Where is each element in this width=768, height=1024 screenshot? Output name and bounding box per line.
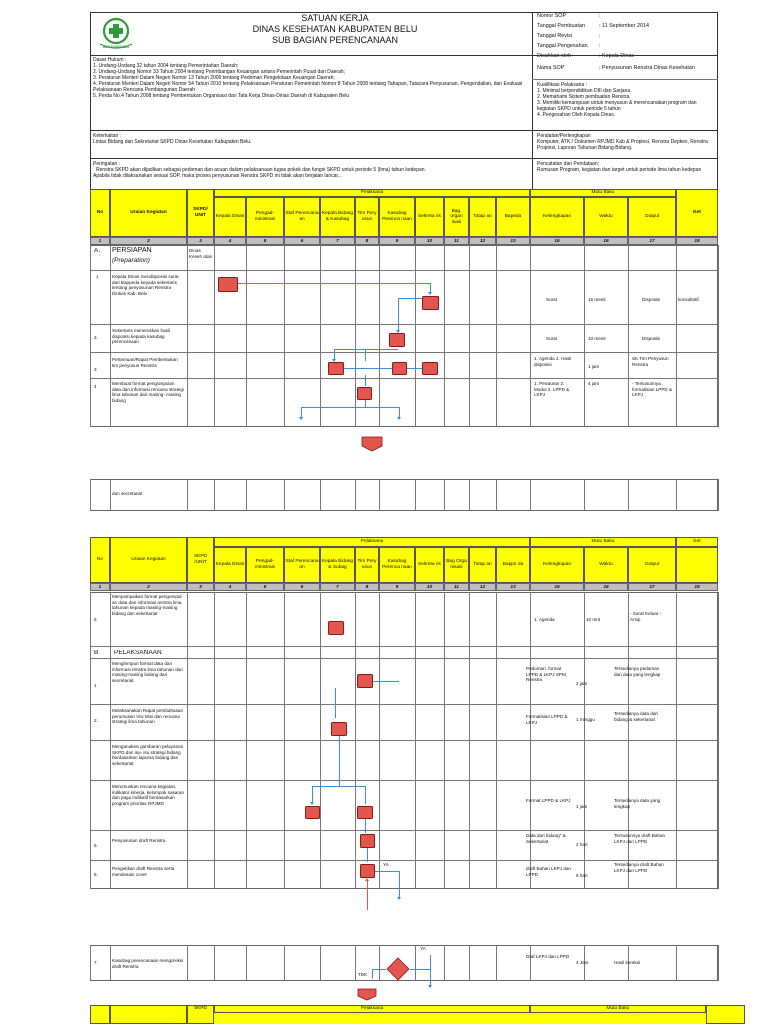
row2-waktu: 10 menit xyxy=(588,336,606,341)
meta-row: Tanggal Pembuatan : 11 September 2014 xyxy=(537,23,649,29)
col-staf: Staf Perencana an xyxy=(284,197,320,237)
row4-no: 4 xyxy=(94,384,97,389)
t2-rowb2-waktu: 1 minggu xyxy=(576,717,595,722)
column-number: 9 xyxy=(379,237,415,245)
process-box xyxy=(357,674,373,688)
column-number: 12 xyxy=(469,583,496,591)
section-a-skpd: Dinas Keseh atan xyxy=(189,248,213,259)
col-skpd: SKPD/ UNIT xyxy=(187,189,214,237)
section-a-sub: (Preparation) xyxy=(112,257,150,264)
col-kepala-dinas: Kepala Dinas xyxy=(214,547,246,583)
column-number: 4 xyxy=(214,237,246,245)
column-number: 13 xyxy=(496,237,530,245)
t2-rowb4-uraian: Merumuskan rencana kegiatan, indikator kinerja, kelompok sasaran dan pagu indikatif berdasarkan program prioritas RPJMD xyxy=(112,784,184,806)
section-a-title: PERSIAPAN xyxy=(112,247,152,254)
col-staf: Staf Perencana an xyxy=(284,547,320,583)
t2-row6-output: - Surat Keluar - Arsip xyxy=(630,611,662,622)
t2-rowb6-waktu: 6 hari xyxy=(576,873,588,878)
logo-text: BAKTI HUSADA xyxy=(103,45,129,49)
process-box xyxy=(305,806,320,819)
column-number: 7 xyxy=(320,583,355,591)
t2-rowb6-no: 6. xyxy=(94,872,98,877)
process-box xyxy=(422,296,439,310)
offpage-connector xyxy=(357,988,377,1001)
t2-rowb2-uraian: Melaksanakan Rapat pembahasan perumusan Visi Misi dan rencana strategi lima tahunan xyxy=(112,708,183,725)
t2-rowb5-waktu: 2 hari xyxy=(576,842,588,847)
row3-output: SK Tim Penyusun Renstra xyxy=(632,356,669,367)
meta-row: Nomor SOP : xyxy=(537,13,601,19)
col-kabid: Kepala Bidang & Kasubag xyxy=(320,197,355,237)
process-box xyxy=(392,362,407,375)
t2-rowb6-kelengkapan: draft Bahan LKPJ dan LPPD xyxy=(526,866,571,877)
col-mutu: Mutu Baku xyxy=(530,537,676,547)
row1-no: 1 xyxy=(96,274,99,279)
section-b-title: PELAKSANAAN xyxy=(114,650,162,656)
section-a-no: A. xyxy=(94,248,101,254)
col-sekretaris: Sekreta ris xyxy=(415,197,444,237)
column-number: 17 xyxy=(628,583,676,591)
column-number: 6 xyxy=(284,583,320,591)
column-number: 10 xyxy=(415,583,444,591)
process-box xyxy=(331,722,347,736)
column-number: 13 xyxy=(496,583,530,591)
sop-meta xyxy=(537,13,717,77)
t2-rowb6-output: Tersedianya draft Bahan LKPJ dan LPPD xyxy=(614,862,664,873)
col-bapeda: Bappe da xyxy=(496,547,530,583)
t2-rowb1-no: 1 xyxy=(94,683,97,688)
ya-label-2: YA xyxy=(420,946,426,951)
row4-output: - Tersusunnya formatisian LPPD & LKPJ xyxy=(632,381,673,398)
row7-waktu: 4 Jam xyxy=(576,960,589,965)
process-box xyxy=(360,864,375,878)
row3-kelengkapan: 1. Agenda 2. Hasil disposisi xyxy=(534,356,572,367)
col-kasubag: Kasubag Perenca naan xyxy=(379,197,415,237)
process-box xyxy=(328,362,344,375)
row2-kelengkapan: Surat xyxy=(546,336,557,341)
col-ket: Ket xyxy=(676,537,718,547)
col-kasubag: Kasubag Perenca naan xyxy=(379,547,415,583)
col-no: No xyxy=(90,189,110,237)
section-b-no: B xyxy=(94,650,99,656)
column-number: 5 xyxy=(246,583,284,591)
col-organisasi: Bag. organ isasi xyxy=(444,197,469,237)
column-number: 10 xyxy=(415,237,444,245)
col-pelaksana: Pelaksana xyxy=(214,189,530,197)
process-box xyxy=(328,621,344,635)
column-number: 16 xyxy=(584,583,628,591)
col-ket: Ket xyxy=(676,189,718,237)
process-box xyxy=(357,806,373,819)
col-mutu: Mutu Baku xyxy=(530,1005,706,1013)
continued-row xyxy=(90,479,718,511)
row2-output: Disposisi xyxy=(642,336,661,341)
row1-uraian: Kepala Dinas mendisposisi surat dari Bappeda kepada sekertaris tentang penyusunan Renstra Dinkes Kab. Belu xyxy=(112,274,179,296)
col-output: Output xyxy=(628,197,676,237)
column-number: 2 xyxy=(110,583,187,591)
col-no: No xyxy=(90,537,110,583)
tdk-label: TDK xyxy=(358,972,368,977)
column-number: 18 xyxy=(676,583,718,591)
row4-uraian: Membuat format pengumpulan data dan informasi rencana strategi lima tahunan dari masing- masing bidang xyxy=(112,381,184,403)
column-number: 8 xyxy=(355,583,379,591)
column-number: 5 xyxy=(246,237,284,245)
col-sekretaris: Sekreta ris xyxy=(415,547,444,583)
title-satuan-kerja: SATUAN KERJA xyxy=(301,13,369,23)
column-number: 1 xyxy=(90,583,110,591)
col-kelengkapan: Kelengkapan xyxy=(530,197,584,237)
decision-diamond xyxy=(386,957,410,981)
row7-no: 7. xyxy=(94,960,98,965)
logo xyxy=(92,14,140,54)
t2-rowb5-output: Tersusunnya draft Bahan LKPJ dan LPPD xyxy=(614,833,666,844)
offpage-connector xyxy=(361,436,383,452)
column-number: 16 xyxy=(530,583,584,591)
column-number: 6 xyxy=(284,237,320,245)
t2-rowb3-uraian: Menganalisis gambaran pelayanan SKPD dan isu- isu strategi bidang berdasarkan laporan bidang dan sekertariat xyxy=(112,744,184,766)
col-output: Output xyxy=(628,547,676,583)
meta-row: Tanggal Pengesahan : xyxy=(537,43,601,49)
t2-row6-no: 6 xyxy=(94,617,97,622)
meta-row: Nama SOP : Penyusunan Renstra Dinas Kesehatan xyxy=(537,65,695,71)
col-mutu: Mutu Baku xyxy=(530,189,676,197)
column-number: 16 xyxy=(530,237,584,245)
process-box xyxy=(218,277,238,292)
col-tim: Tim Pery usun xyxy=(355,197,379,237)
t2-rowb2-kelengkapan: Formatisian LPPD & LKPJ xyxy=(526,714,568,725)
column-number: 9 xyxy=(379,583,415,591)
col-kabid: Kepala Bidang & Subag xyxy=(320,547,355,583)
col-waktu: Waktu xyxy=(584,547,628,583)
title-subbagian: SUB BAGIAN PERENCANAAN xyxy=(271,35,399,45)
t2-rowb1-output: Tersedianya pedoman dan data yang lengkap xyxy=(614,666,661,677)
title-dinas: DINAS KESEHATAN KABUPATEN BELU xyxy=(252,24,418,34)
column-number: 4 xyxy=(214,583,246,591)
col-pengadministrasi: Pengad-ministrasi xyxy=(246,197,284,237)
col-uraian: Uraian Kegiatan xyxy=(110,189,187,237)
column-number: 11 xyxy=(444,583,469,591)
process-box xyxy=(357,387,372,400)
row4-kelengkapan: 1. Peraturan 2. Modul 3. LPPD & LKPJ xyxy=(534,381,570,398)
column-number: 3 xyxy=(187,583,214,591)
t2-row6-waktu: 10 mnt xyxy=(586,617,601,622)
col-uraian: Uraian Kegiatan xyxy=(110,537,187,583)
t2-row6-uraian: Menyampaikan format pengumpul- an data dan informasi renstra lima tahunan kepada masing-masing bidang dan sekertariat xyxy=(112,594,183,616)
col-pelaksana: Pelaksana xyxy=(214,1005,530,1013)
pencatatan: Pencatatan dan Pendataan; Rumusan Program, kegiatan dan target untuk periode lima tahun kedepan xyxy=(537,161,702,173)
kualifikasi-pelaksana: Kualifikasi Pelaksana : 1. Minimal berpendidikan DIII dan Sarjana. 2. Memahami Sistem pembuatan Renstra. 3. Memiliki kemampuan untuk menyusun & merencanakan program dan kegiatan SKPD untuk periode 5 tahun 4. Pengesahan Oleh Kepala Dinas. xyxy=(537,82,697,118)
peringatan: Peringatan : Renstra SKPD akan dijadikan sebagai pedoman dan acuan dalam pelaksanaan tugas pokok dan fungsi SKPD untuk periode 5 (lima) tahun kedepan. Apabila tidak dilaksanakan sesuai SOP, maka proses penyusunan Renstra SKPD ini tidak akan berjalan lancar... xyxy=(93,161,426,179)
col-skpd: SKPD /UNIT xyxy=(187,537,214,583)
meta-row: Disahkan oleh : Kepala Dinas xyxy=(537,53,635,59)
col-waktu: Waktu xyxy=(584,197,628,237)
row1-ket: konsultatif xyxy=(678,297,699,302)
row1-kelengkapan: Surat xyxy=(546,297,557,302)
row7-uraian: Kasubag perencanaan mengoreksi draft Renstra xyxy=(112,958,184,969)
row2-no: 2. xyxy=(94,335,98,340)
column-number: 16 xyxy=(584,237,628,245)
row3-uraian: Pertemuan/Rapat Pembentukan tim penyusun Renstra xyxy=(112,357,178,368)
column-number: 3 xyxy=(187,237,214,245)
t2-rowb5-uraian: Penyusunan draft Renstra xyxy=(112,838,166,843)
meta-row: Tanggal Revisi : xyxy=(537,33,601,39)
row7-kelengkapan: Draf LKPJ dan LPPD xyxy=(526,954,570,959)
row3-waktu: 1 jam xyxy=(588,364,600,369)
col-kelengkapan: Kelengkapan xyxy=(530,547,584,583)
t2-rowb2-no: 2. xyxy=(94,718,98,723)
column-number: 2 xyxy=(110,237,187,245)
keterkaitan: Keterkaitan : Lintas Bidang dan Sekretariat SKPD Dinas Kesehatan Kabupaten Belu. xyxy=(93,133,252,145)
col-skpd: SKPD xyxy=(187,1005,214,1024)
t2-rowb1-waktu: 2 jam xyxy=(576,681,588,686)
process-box xyxy=(389,333,405,347)
t2-rowb1-uraian: Menghimpun format data dan informasi renstra lima tahunan dari masing-masing bidang dan secretariat xyxy=(112,661,183,683)
t2-rowb4-kelengkapan: Format LPPD & LKPJ xyxy=(526,798,571,803)
column-number: 7 xyxy=(320,237,355,245)
column-number: 12 xyxy=(469,237,496,245)
row7-output: Hasil koreksi xyxy=(614,960,641,965)
column-number: 18 xyxy=(676,237,718,245)
col-ket-empty xyxy=(676,547,718,583)
column-number: 8 xyxy=(355,237,379,245)
ya-label: YA xyxy=(383,862,389,867)
row1-waktu: 15 menit xyxy=(588,297,606,302)
process-box xyxy=(360,834,375,848)
process-box xyxy=(422,362,438,375)
t2-rowb4-output: Tersedianya data yang lengkap xyxy=(614,798,661,809)
row4-waktu: 4 jam xyxy=(588,381,600,386)
t2-rowb2-output: Tersedianya data dari bidang & sekertariat xyxy=(614,711,658,722)
col-pelaksana: Pelaksana xyxy=(214,537,530,547)
col-kepala-dinas: Kepala Dinas xyxy=(214,197,246,237)
col-tatapan: Tatap an xyxy=(469,547,496,583)
t2-row6-kelengkapan: 1. Agenda xyxy=(534,617,555,622)
t2-rowb6-uraian: Pengetikan draft Renstra serta mendesain cover xyxy=(112,866,175,877)
row2-uraian: Sekertaris meneruskan hasil disposisi kepada kasubag perencanaan xyxy=(112,328,170,345)
continued-text: dan secretariat xyxy=(112,491,143,496)
t2-rowb1-kelengkapan: Pedoman, format LPPD & LKPJ SPM, Renstra xyxy=(526,666,568,683)
col-organisasi: Bag Orga nisasi xyxy=(444,547,469,583)
dasar-hukum: Dasar Hukum : 1. Undang-Undang 32 tahun 2004 tentang Pemerintahan Daerah; 2. Undang-Undang Nomor 33 Tahun 2004 tentang Perimbangan Keuangan antara Pemerintah Pusat dan Daerah; 3. Peraturan Menteri Dalam Negeri Nomor 13 Tahun 2006 tentang Pedoman Pengelolaan Keuangan Daerah; 4. Peraturan Menteri Dalam Negeri Nomor 54 Tahun 2010 tentang Pelaksanaan Peraturan Pemerintah Nomor 8 Tahun 2008 tentang Tahapan, Tatacara Penyusunan, Pengendalian, dan Evaluasi Pelaksanaan Rencana Pembangunan Daerah 5. Perda No.4 Tahun 2008 tentang Pembentukan Organisasi dan Tata Kerja Dinas-Dinas Daerah di Kabupaten Belu xyxy=(93,57,523,99)
t2-rowb5-kelengkapan: Data dari bidang" & Sekertariat xyxy=(526,833,566,844)
column-number: 1 xyxy=(90,237,110,245)
row3-no: 3 xyxy=(94,367,97,372)
col-pengadministrasi: Pengad-ministrasi xyxy=(246,547,284,583)
row1-output: Disposisi xyxy=(642,297,661,302)
col-bapeda: Bapeda xyxy=(496,197,530,237)
column-number: 11 xyxy=(444,237,469,245)
col-tim: Tim Pery usun xyxy=(355,547,379,583)
t2-rowb4-waktu: 1 jam xyxy=(576,804,588,809)
t2-rowb5-no: 5. xyxy=(94,843,98,848)
col-tatapan: Tatap an xyxy=(469,197,496,237)
column-number: 17 xyxy=(628,237,676,245)
peralatan: Peralatan/Perlengkapan Komputer, ATK / Dokumen RPJMD Kab & Propinsi, Renstra Depkes, Renstra Propinsi, Laporan Tahunan Bidang-Bidang. xyxy=(537,133,708,151)
